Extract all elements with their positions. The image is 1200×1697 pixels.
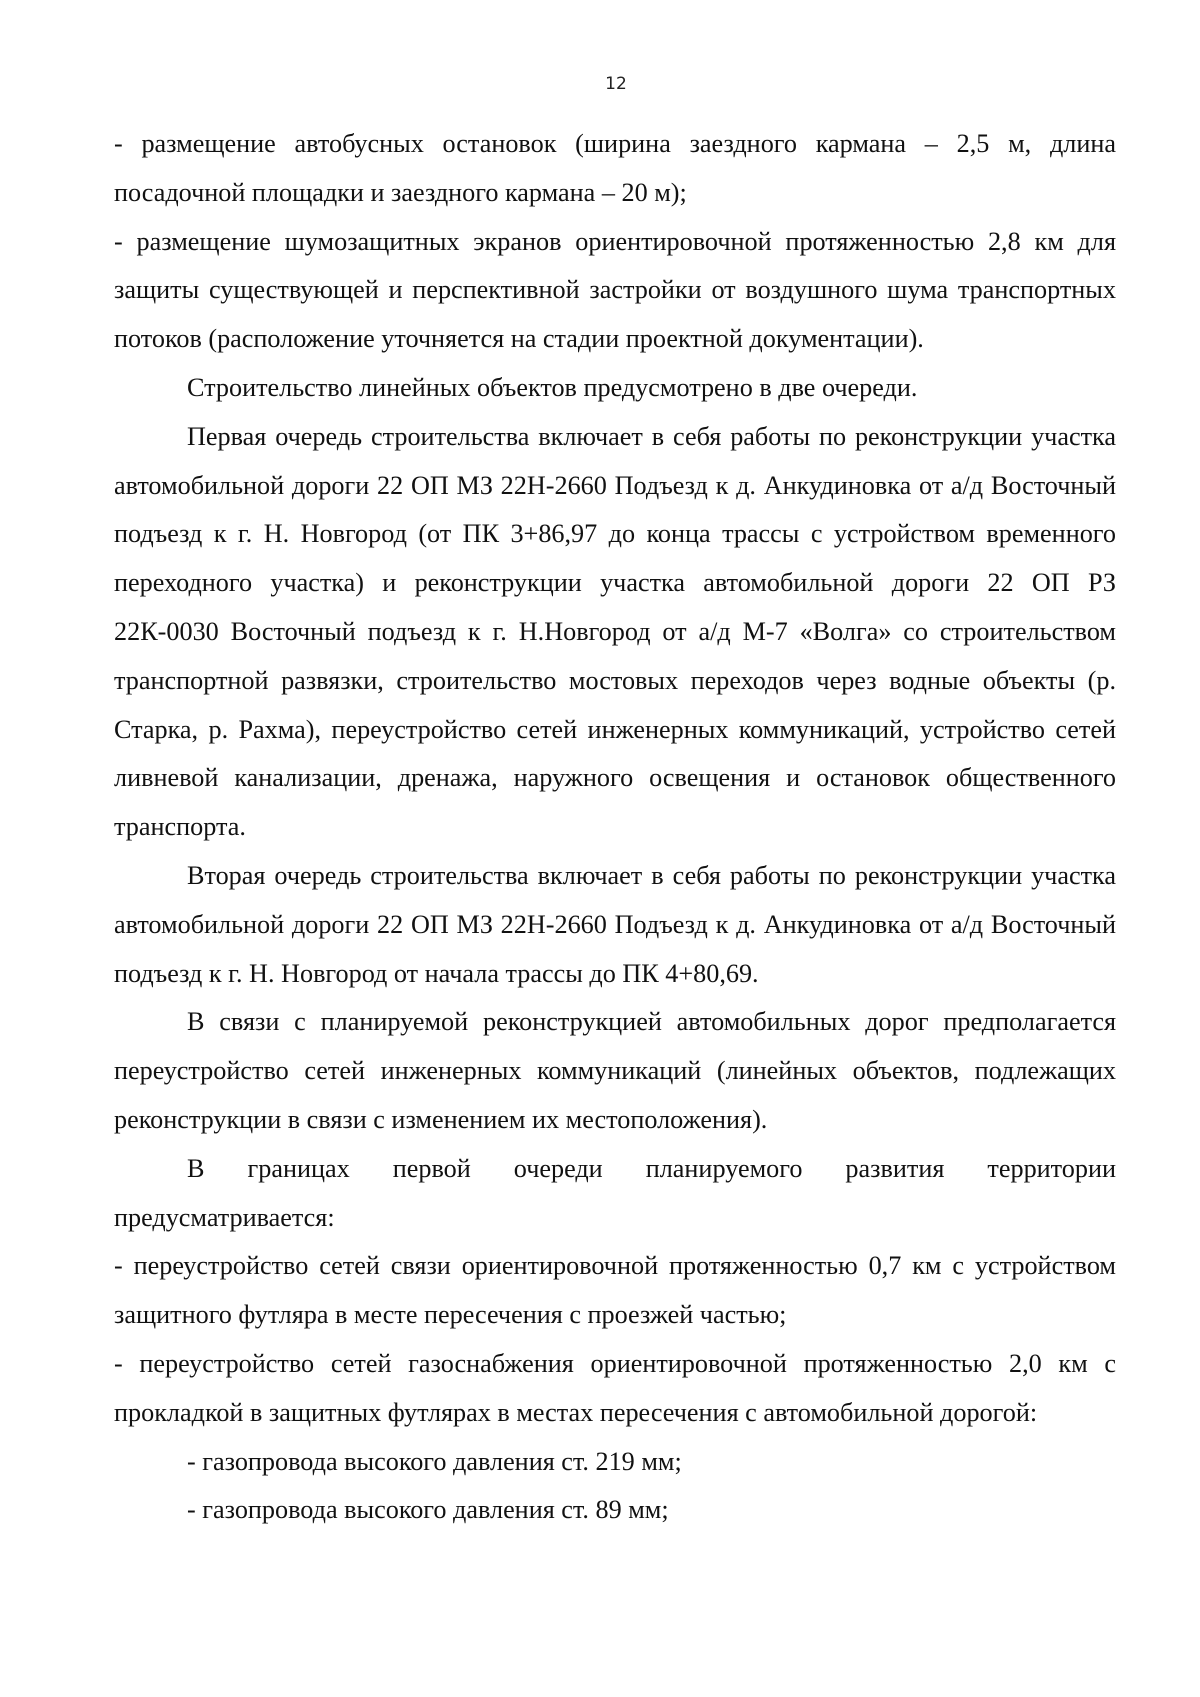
- sub-item-gas-pipeline-89: - газопровода высокого давления ст. 89 мм;: [187, 1495, 669, 1525]
- paragraph-first-phase-boundaries: В границах первой очереди планируемого развития территории предусматривается:: [114, 1153, 1116, 1232]
- page-number: 12: [605, 74, 627, 94]
- sub-item-gas-pipeline-219: - газопровода высокого давления ст. 219 мм;: [187, 1446, 682, 1476]
- bullet-paragraph-bus-stops: - размещение автобусных остановок (ширина заездного кармана – 2,5 м, длина посадочной площадки и заездного кармана – 20 м);: [114, 129, 1116, 207]
- paragraph-construction-phases: Строительство линейных объектов предусмотрено в две очереди.: [187, 372, 918, 402]
- bullet-paragraph-gas-networks: - переустройство сетей газоснабжения ориентировочной протяженностью 2,0 км с прокладкой в защитных футлярах в местах пересечения с автомобильной дорогой:: [114, 1348, 1116, 1427]
- paragraph-first-phase: Первая очередь строительства включает в себя работы по реконструкции участка автомобильной дороги 22 ОП МЗ 22Н-2660 Подъезд к д. Анкудиновка от а/д Восточный подъезд к г. Н. Новгород (от ПК 3+86,97 до конца трассы с устройством временного переходного участка) и реконструкции участка автомобильной дороги 22 ОП РЗ 22К-0030 Восточный подъезд к г. Н.Новгород от а/д М-7 «Волга» со строительством транспортной развязки, строительство мостовых переходов через водные объекты (р. Старка, р. Рахма), переустройство сетей инженерных коммуникаций, устройство сетей ливневой канализации, дренажа, наружного освещения и остановок общественного транспорта.: [114, 421, 1116, 842]
- paragraph-second-phase: Вторая очередь строительства включает в себя работы по реконструкции участка автомобильной дороги 22 ОП МЗ 22Н-2660 Подъезд к д. Анкудиновка от а/д Восточный подъезд к г. Н. Новгород от начала трассы до ПК 4+80,69.: [114, 860, 1116, 988]
- bullet-paragraph-communication-networks: - переустройство сетей связи ориентировочной протяженностью 0,7 км с устройством защитного футляра в месте пересечения с проезжей частью;: [114, 1251, 1116, 1330]
- document-body: [114, 120, 1116, 1535]
- paragraph-utility-relocation: В связи с планируемой реконструкцией автомобильных дорог предполагается переустройство сетей инженерных коммуникаций (линейных объектов, подлежащих реконструкции в связи с изменением их местоположения).: [114, 1007, 1116, 1134]
- bullet-paragraph-noise-screens: - размещение шумозащитных экранов ориентировочной протяженностью 2,8 км для защиты существующей и перспективной застройки от воздушного шума транспортных потоков (расположение уточняется на стадии проектной документации).: [114, 226, 1116, 354]
